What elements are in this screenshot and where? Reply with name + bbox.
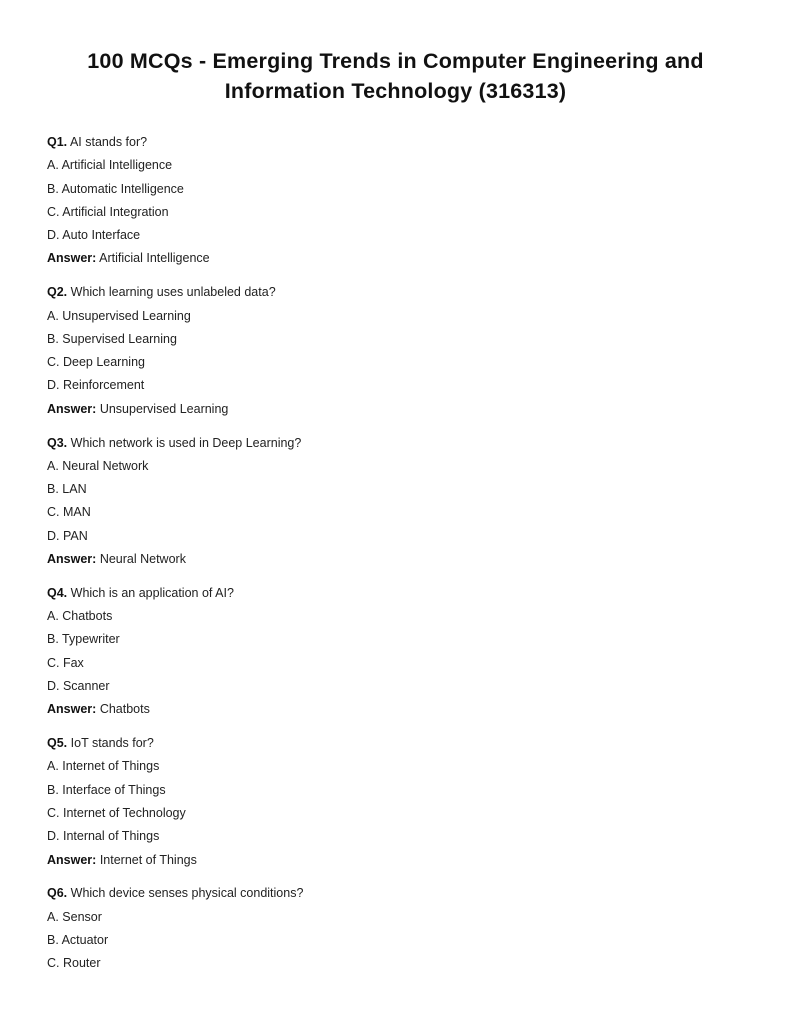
answer-value: Chatbots bbox=[99, 702, 150, 717]
question-label: Which is an application of AI? bbox=[70, 585, 234, 600]
answer-label: Answer: bbox=[47, 251, 97, 266]
answer-option: D. Reinforcement bbox=[47, 378, 145, 393]
question-text bbox=[47, 732, 747, 755]
answer-option: B. Interface of Things bbox=[47, 782, 166, 797]
answer-value: Internet of Things bbox=[99, 852, 197, 867]
page-title bbox=[40, 46, 751, 106]
question-label: Which learning uses unlabeled data? bbox=[70, 285, 276, 300]
correct-answer bbox=[47, 548, 747, 571]
answer-value: Artificial Intelligence bbox=[99, 251, 210, 266]
answer-option: B. LAN bbox=[47, 482, 87, 497]
question-label: Which device senses physical conditions? bbox=[70, 886, 304, 901]
answer-option: C. Deep Learning bbox=[47, 355, 145, 370]
answer-label: Answer: bbox=[47, 702, 97, 717]
answer-option: A. Internet of Things bbox=[47, 759, 160, 774]
question-text bbox=[47, 131, 747, 154]
answer-option: A. Unsupervised Learning bbox=[47, 308, 191, 323]
question-block bbox=[47, 582, 747, 722]
question-number: Q3. bbox=[47, 435, 68, 450]
answer-option: D. Scanner bbox=[47, 679, 110, 694]
answer-option: D. PAN bbox=[47, 528, 88, 543]
answer-option: C. Internet of Technology bbox=[47, 806, 186, 821]
question-text bbox=[47, 432, 747, 455]
question-block bbox=[47, 131, 747, 271]
question-label: AI stands for? bbox=[69, 135, 148, 149]
title-line-2: Information Technology (316313) bbox=[224, 79, 567, 103]
question-number: Q6. bbox=[47, 886, 68, 901]
question-block bbox=[47, 882, 747, 975]
question-number: Q2. bbox=[47, 285, 68, 300]
correct-answer bbox=[47, 247, 747, 270]
answer-label: Answer: bbox=[47, 401, 97, 416]
correct-answer bbox=[47, 398, 747, 421]
answer-label: Answer: bbox=[47, 552, 97, 567]
question-list bbox=[47, 131, 747, 986]
answer-option: D. Internal of Things bbox=[47, 829, 160, 844]
answer-option: C. Router bbox=[47, 956, 101, 971]
answer-option: B. Supervised Learning bbox=[47, 331, 177, 346]
question-text bbox=[47, 281, 747, 304]
question-text bbox=[47, 582, 747, 605]
question-number: Q4. bbox=[47, 585, 68, 600]
question-block bbox=[47, 432, 747, 572]
question-text bbox=[47, 882, 747, 905]
answer-option: B. Actuator bbox=[47, 933, 109, 947]
answer-option: C. Fax bbox=[47, 655, 84, 670]
question-block bbox=[47, 732, 747, 872]
correct-answer bbox=[47, 698, 747, 721]
answer-option: B. Automatic Intelligence bbox=[47, 181, 184, 196]
answer-option: A. Sensor bbox=[47, 909, 102, 924]
correct-answer bbox=[47, 849, 747, 872]
question-block bbox=[47, 281, 747, 421]
question-label: IoT stands for? bbox=[70, 736, 154, 751]
answer-option: A. Chatbots bbox=[47, 609, 113, 624]
answer-value: Neural Network bbox=[99, 552, 186, 567]
answer-option: C. Artificial Integration bbox=[47, 204, 169, 219]
title-line-1: 100 MCQs - Emerging Trends in Computer Engineering and bbox=[87, 49, 704, 73]
answer-option: B. Typewriter bbox=[47, 632, 120, 647]
question-number: Q1. bbox=[47, 135, 68, 149]
answer-label: Answer: bbox=[47, 852, 97, 867]
question-label: Which network is used in Deep Learning? bbox=[70, 435, 302, 450]
answer-option: C. MAN bbox=[47, 505, 91, 520]
answer-option: A. Neural Network bbox=[47, 458, 149, 473]
question-number: Q5. bbox=[47, 736, 68, 751]
answer-value: Unsupervised Learning bbox=[99, 401, 229, 416]
answer-option: D. Auto Interface bbox=[47, 228, 141, 243]
answer-option: A. Artificial Intelligence bbox=[47, 158, 173, 173]
